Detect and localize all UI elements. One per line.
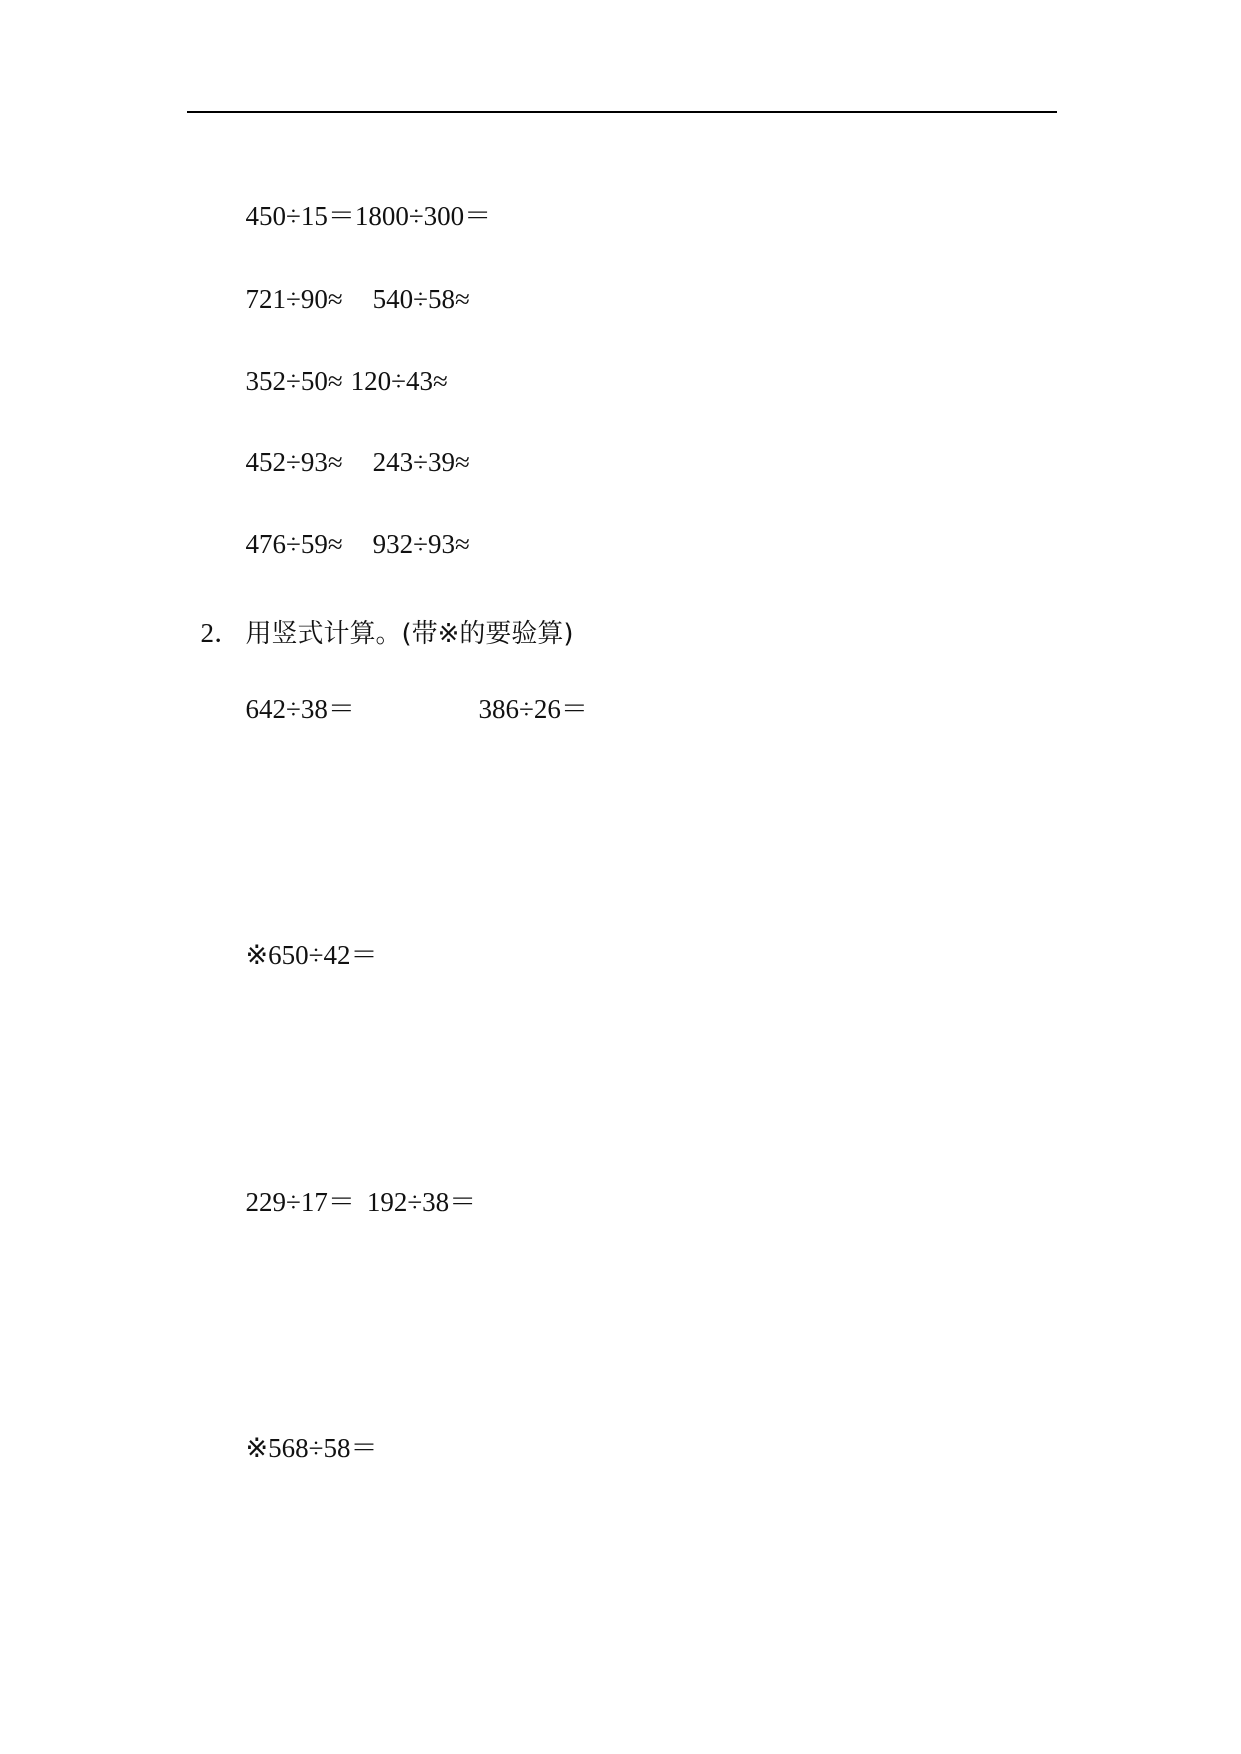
calc-row-2 xyxy=(232,251,470,315)
expr-4b: 243÷39≈ xyxy=(372,447,470,477)
expr-3a: 352÷50≈ xyxy=(245,366,343,396)
expr-2a: 721÷90≈ xyxy=(245,284,343,314)
problem-3a: 229÷17＝ xyxy=(245,1187,355,1217)
section-2-heading xyxy=(187,582,574,651)
problem-4a: ※568÷58＝ xyxy=(245,1433,378,1463)
calc-row-4 xyxy=(232,414,470,478)
problem-row-3 xyxy=(232,1154,476,1218)
section-2-title: 用竖式计算。(带※的要验算) xyxy=(245,619,574,649)
problem-3b: 192÷38＝ xyxy=(366,1187,477,1217)
section-2-number: 2． xyxy=(200,618,241,648)
calc-row-1 xyxy=(232,168,491,232)
problem-row-1-right xyxy=(465,661,588,725)
expr-5b: 932÷93≈ xyxy=(372,529,470,559)
calc-row-5 xyxy=(232,496,470,560)
header-rule xyxy=(187,111,1057,113)
calc-row-3 xyxy=(232,333,448,397)
problem-1b: 386÷26＝ xyxy=(478,694,588,724)
expr-2b: 540÷58≈ xyxy=(372,284,470,314)
expr-3b: 120÷43≈ xyxy=(350,366,448,396)
problem-row-1 xyxy=(232,661,355,725)
problem-row-4 xyxy=(232,1400,377,1464)
problem-row-2 xyxy=(232,907,377,971)
problem-2a: ※650÷42＝ xyxy=(245,940,378,970)
expr-1a: 450÷15＝ xyxy=(245,201,355,231)
expr-1b: 1800÷300＝ xyxy=(354,201,492,231)
expr-5a: 476÷59≈ xyxy=(245,529,343,559)
expr-4a: 452÷93≈ xyxy=(245,447,343,477)
problem-1a: 642÷38＝ xyxy=(245,694,355,724)
